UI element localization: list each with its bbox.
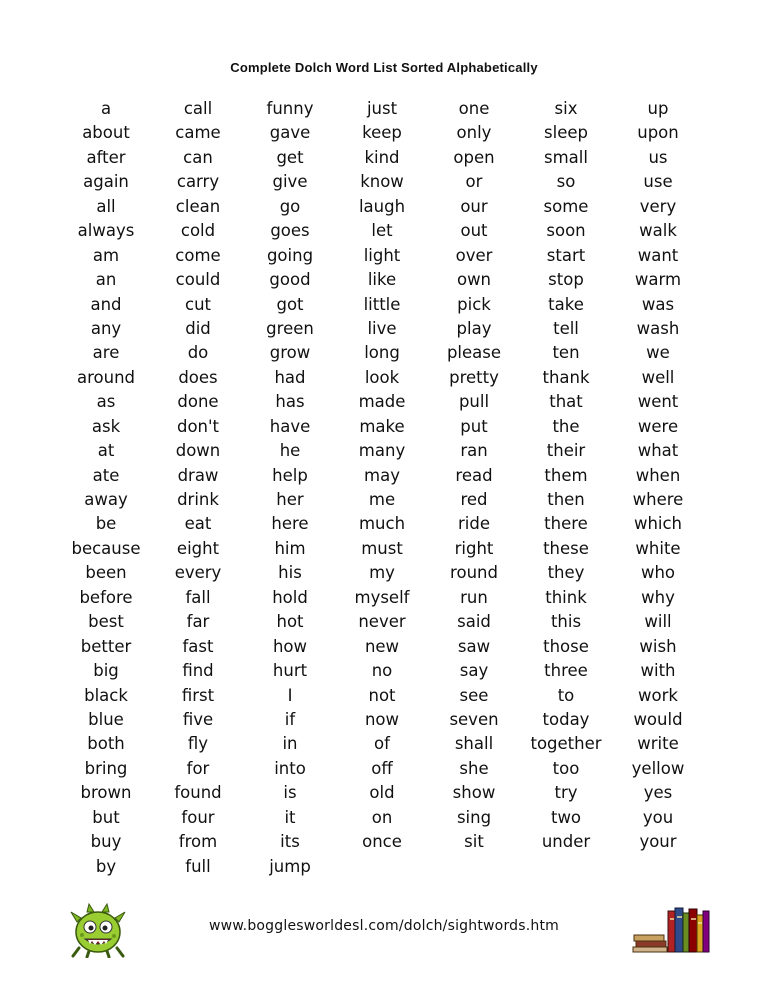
word-item: of: [374, 734, 390, 754]
word-item: never: [358, 612, 406, 632]
word-item: say: [459, 661, 489, 681]
word-item: by: [95, 856, 117, 876]
word-item: both: [87, 734, 125, 754]
word-item: play: [456, 318, 492, 338]
word-item: open: [453, 147, 495, 167]
word-item: us: [648, 147, 668, 167]
word-item: it: [284, 807, 296, 827]
word-item: show: [452, 783, 496, 803]
word-item: up: [647, 99, 669, 118]
word-item: before: [79, 587, 133, 607]
word-item: one: [458, 99, 490, 118]
word-item: can: [183, 147, 213, 167]
word-item: who: [640, 563, 676, 583]
word-item: only: [456, 123, 492, 143]
word-item: we: [646, 343, 670, 363]
word-item: yellow: [631, 758, 685, 778]
word-item: not: [368, 685, 396, 705]
word-item: upon: [637, 123, 679, 143]
word-item: thank: [542, 367, 590, 387]
word-item: may: [364, 465, 400, 485]
word-item: hurt: [272, 661, 308, 681]
word-item: will: [644, 612, 672, 632]
word-item: first: [181, 685, 215, 705]
word-item: once: [362, 832, 402, 852]
word-item: every: [174, 563, 222, 583]
word-item: pick: [457, 294, 491, 314]
word-item: keep: [362, 123, 402, 143]
word-item: came: [175, 123, 221, 143]
word-item: she: [459, 758, 489, 778]
word-item: with: [640, 661, 676, 681]
word-item: over: [455, 245, 493, 265]
word-item: know: [360, 172, 404, 192]
word-item: he: [279, 441, 301, 461]
word-item: here: [271, 514, 309, 534]
word-item: to: [557, 685, 575, 705]
word-item: cut: [185, 294, 211, 314]
word-item: got: [276, 294, 304, 314]
word-item: off: [371, 758, 393, 778]
word-item: find: [182, 661, 214, 681]
word-item: out: [460, 221, 488, 241]
word-item: hot: [276, 612, 304, 632]
word-item: let: [371, 221, 393, 241]
word-item: funny: [266, 99, 314, 118]
word-item: my: [369, 563, 395, 583]
word-item: be: [95, 514, 117, 534]
word-item: this: [550, 612, 582, 632]
word-item: just: [366, 99, 398, 118]
word-item: put: [460, 416, 488, 436]
word-item: cold: [180, 221, 216, 241]
word-item: live: [367, 318, 397, 338]
word-item: fast: [182, 636, 214, 656]
word-item: four: [181, 807, 215, 827]
word-item: eight: [176, 538, 220, 558]
word-item: wash: [636, 318, 680, 338]
word-item: am: [92, 245, 120, 265]
word-item: many: [358, 441, 406, 461]
word-item: start: [546, 245, 586, 265]
word-item: read: [455, 465, 493, 485]
word-item: them: [544, 465, 588, 485]
word-item: all: [96, 196, 116, 216]
word-item: old: [369, 783, 395, 803]
word-item: because: [71, 538, 141, 558]
word-item: any: [90, 318, 122, 338]
word-item: fall: [185, 587, 211, 607]
word-item: brown: [80, 783, 132, 803]
word-column-7: [613, 97, 703, 879]
word-item: I: [287, 685, 293, 705]
word-item: about: [82, 123, 130, 143]
word-item: white: [635, 538, 681, 558]
word-item: do: [187, 343, 209, 363]
word-item: would: [633, 709, 683, 729]
word-item: want: [637, 245, 679, 265]
word-item: done: [177, 392, 219, 412]
word-item: in: [282, 734, 298, 754]
word-column-5: [429, 97, 519, 879]
word-item: kind: [364, 147, 400, 167]
word-item: always: [77, 221, 135, 241]
word-item: ride: [458, 514, 490, 534]
word-item: blue: [88, 709, 124, 729]
word-item: go: [279, 196, 301, 216]
word-item: at: [97, 441, 115, 461]
word-item: new: [364, 636, 400, 656]
word-item: has: [275, 392, 305, 412]
word-item: and: [90, 294, 122, 314]
word-item: clean: [175, 196, 221, 216]
word-item: an: [95, 270, 117, 290]
word-item: work: [638, 685, 678, 705]
word-item: sing: [456, 807, 492, 827]
word-item: now: [364, 709, 400, 729]
word-item: own: [456, 270, 492, 290]
word-item: had: [274, 367, 306, 387]
word-item: your: [639, 832, 677, 852]
word-item: sleep: [544, 123, 588, 143]
word-column-2: [153, 97, 243, 879]
word-item: too: [552, 758, 580, 778]
word-item: red: [460, 490, 488, 509]
word-item: into: [274, 758, 306, 778]
word-item: as: [96, 392, 116, 412]
word-item: write: [637, 734, 679, 754]
word-item: look: [364, 367, 400, 387]
word-item: around: [76, 367, 136, 387]
word-item: sit: [464, 832, 484, 852]
word-item: again: [83, 172, 129, 192]
word-item: drink: [177, 490, 219, 509]
word-item: made: [358, 392, 406, 412]
word-item: him: [274, 538, 306, 558]
word-item: call: [183, 99, 213, 118]
word-item: for: [186, 758, 210, 778]
word-item: wish: [639, 636, 677, 656]
word-item: come: [175, 245, 221, 265]
word-item: some: [543, 196, 589, 216]
word-item: jump: [269, 856, 311, 876]
word-item: goes: [270, 221, 310, 241]
word-item: big: [93, 661, 119, 681]
word-item: these: [543, 538, 589, 558]
word-item: why: [641, 587, 675, 607]
word-item: carry: [176, 172, 220, 192]
word-item: those: [543, 636, 589, 656]
word-item: does: [178, 367, 218, 387]
word-item: well: [641, 367, 675, 387]
word-item: said: [457, 612, 491, 632]
word-item: tell: [553, 318, 579, 338]
word-item: black: [84, 685, 128, 705]
word-item: very: [639, 196, 677, 216]
word-item: our: [460, 196, 488, 216]
word-column-6: [521, 97, 611, 879]
word-item: eat: [184, 514, 212, 534]
word-item: no: [371, 661, 393, 681]
word-item: so: [556, 172, 576, 192]
word-item: round: [450, 563, 498, 583]
word-item: bring: [84, 758, 128, 778]
word-item: yes: [643, 783, 673, 803]
word-item: help: [272, 465, 308, 485]
word-item: see: [459, 685, 489, 705]
word-item: seven: [449, 709, 499, 729]
word-item: their: [546, 441, 586, 461]
word-item: run: [460, 587, 488, 607]
word-item: today: [542, 709, 590, 729]
word-item: ask: [91, 416, 121, 436]
word-item: under: [541, 832, 591, 852]
word-item: use: [643, 172, 673, 192]
word-item: they: [547, 563, 585, 583]
word-item: hold: [272, 587, 308, 607]
word-item: think: [545, 587, 587, 607]
word-item: make: [359, 416, 405, 436]
word-item: pull: [458, 392, 490, 412]
word-item: give: [272, 172, 308, 192]
word-item: shall: [454, 734, 494, 754]
word-item: six: [554, 99, 578, 118]
word-item: soon: [546, 221, 586, 241]
word-item: from: [178, 832, 218, 852]
word-item: please: [446, 343, 502, 363]
word-item: after: [86, 147, 126, 167]
word-item: when: [635, 465, 681, 485]
page-title: Complete Dolch Word List Sorted Alphabetically: [230, 60, 538, 75]
word-item: stop: [548, 270, 584, 290]
word-item: green: [266, 318, 314, 338]
word-item: much: [358, 514, 406, 534]
word-item: ran: [460, 441, 488, 461]
word-item: fly: [187, 734, 209, 754]
word-item: could: [175, 270, 221, 290]
word-item: what: [637, 441, 679, 461]
word-item: was: [641, 294, 675, 314]
word-item: three: [544, 661, 588, 681]
word-item: draw: [177, 465, 219, 485]
books-icon: [632, 905, 710, 953]
word-item: try: [554, 783, 578, 803]
word-item: long: [364, 343, 400, 363]
word-item: gave: [269, 123, 311, 143]
word-item: ten: [552, 343, 580, 363]
word-item: don't: [176, 416, 220, 436]
word-item: take: [548, 294, 584, 314]
word-item: a: [100, 99, 112, 118]
word-item: two: [550, 807, 582, 827]
word-item: then: [547, 490, 585, 509]
word-item: are: [92, 343, 120, 363]
word-item: found: [174, 783, 222, 803]
word-item: best: [88, 612, 124, 632]
word-item: grow: [269, 343, 311, 363]
word-item: good: [269, 270, 311, 290]
word-item: been: [85, 563, 127, 583]
word-item: buy: [90, 832, 122, 852]
word-item: there: [544, 514, 588, 534]
word-column-4: [337, 97, 427, 879]
word-item: myself: [354, 587, 410, 607]
word-item: saw: [457, 636, 491, 656]
word-item: the: [552, 416, 580, 436]
word-item: did: [185, 318, 211, 338]
word-item: her: [276, 490, 304, 509]
word-item: going: [266, 245, 314, 265]
word-item: five: [182, 709, 214, 729]
word-item: small: [544, 147, 588, 167]
word-item: went: [637, 392, 679, 412]
word-item: laugh: [358, 196, 406, 216]
word-item: like: [367, 270, 397, 290]
word-item: get: [276, 147, 304, 167]
word-item: how: [272, 636, 308, 656]
word-item: ate: [92, 465, 120, 485]
word-item: its: [280, 832, 300, 852]
word-column-1: [61, 97, 151, 879]
word-item: warm: [634, 270, 682, 290]
word-item: have: [269, 416, 311, 436]
word-item: down: [175, 441, 221, 461]
word-item: right: [454, 538, 494, 558]
word-item: that: [549, 392, 583, 412]
word-item: if: [284, 709, 296, 729]
word-item: light: [363, 245, 401, 265]
word-item: must: [361, 538, 403, 558]
word-item: little: [363, 294, 401, 314]
word-item: pretty: [449, 367, 499, 387]
word-item: far: [186, 612, 210, 632]
word-item: were: [637, 416, 679, 436]
word-item: where: [632, 490, 684, 509]
word-item: or: [465, 172, 483, 192]
word-column-3: [245, 97, 335, 879]
word-item: full: [185, 856, 211, 876]
word-item: better: [80, 636, 132, 656]
word-item: you: [642, 807, 674, 827]
word-item: but: [92, 807, 120, 827]
word-grid: [61, 97, 703, 879]
word-item: is: [283, 783, 297, 803]
footer-url: www.bogglesworldesl.com/dolch/sightwords.htm: [209, 918, 559, 934]
word-item: together: [530, 734, 602, 754]
word-item: his: [278, 563, 302, 583]
word-item: walk: [639, 221, 677, 241]
word-item: on: [371, 807, 393, 827]
word-item: me: [368, 490, 396, 509]
word-item: which: [633, 514, 683, 534]
word-item: away: [84, 490, 128, 509]
